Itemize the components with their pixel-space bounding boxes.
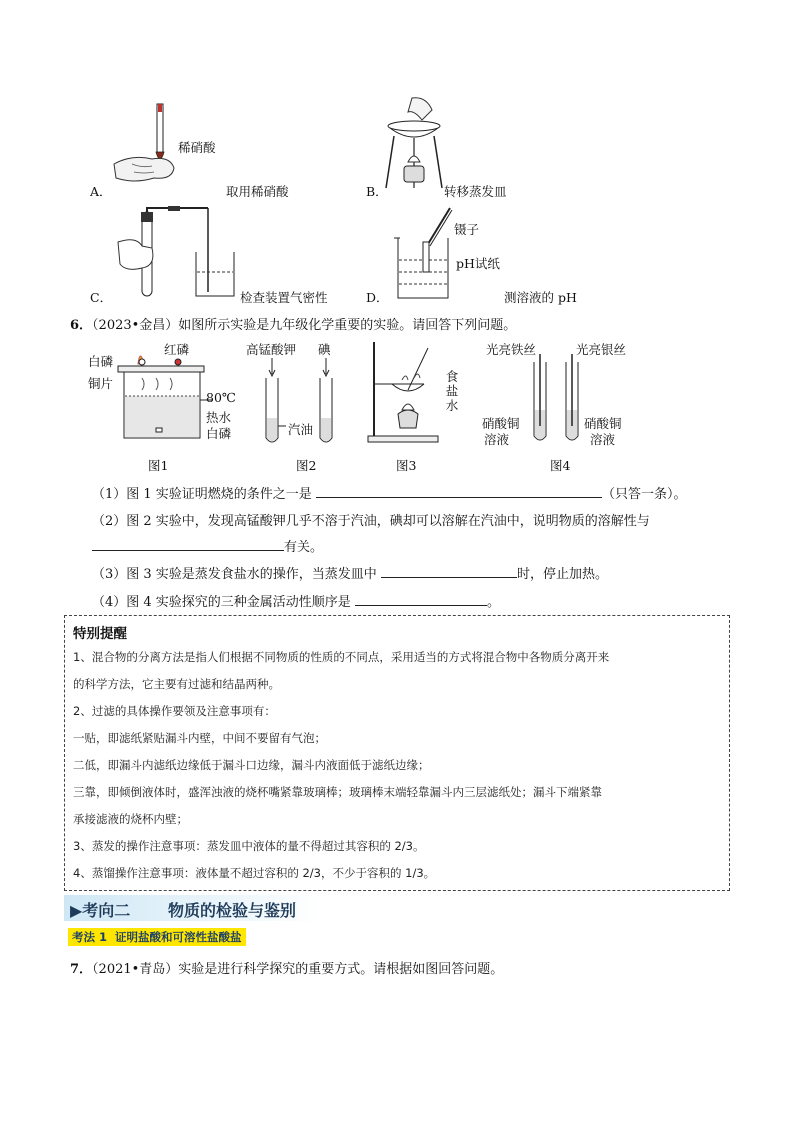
dilute-nitric-acid-label: 稀硝酸	[178, 140, 216, 155]
figure-1-copper-label: 铜片	[88, 376, 114, 391]
section-header	[64, 895, 320, 921]
option-a-letter: A．	[90, 184, 112, 199]
figure-4-solution-left-1: 硝酸铜	[482, 416, 520, 431]
figure-3-salt-water-label: 食盐水	[444, 370, 459, 414]
figure-2-caption: 图2	[296, 458, 317, 473]
option-b-letter: B．	[366, 184, 388, 199]
figure-2-gasoline-label: 汽油	[288, 422, 314, 437]
figure-4-solution-right-1: 硝酸铜	[584, 416, 622, 431]
section-marker: ▶考向二	[70, 901, 131, 920]
special-reminder-title: 特别提醒	[73, 626, 127, 642]
answer-blank-3[interactable]	[381, 565, 517, 578]
method-title: 证明盐酸和可溶性盐酸盐	[115, 930, 242, 944]
question-6-4: （4）图 4 实验探究的三种金属活动性顺序是 。	[92, 595, 500, 610]
tip-line: 的科学方法，它主要有过滤和结晶两种。	[73, 677, 280, 691]
figure-1-hot-water-label: 热水	[206, 410, 232, 425]
tip-line: 二低，即漏斗内滤纸边缘低于漏斗口边缘，漏斗内液面低于滤纸边缘；	[73, 758, 430, 772]
figure-3-caption: 图3	[396, 458, 417, 473]
evaporating-dish-illustration	[382, 96, 446, 192]
question-6-1: （1）图 1 实验证明燃烧的条件之一是 （只答一条）。	[92, 487, 687, 502]
figure-4-caption: 图4	[550, 458, 571, 473]
tweezers-label: 镊子	[454, 222, 480, 237]
figure-1-temperature-label: 80℃	[206, 390, 236, 405]
figure-2-kmno4-label: 高锰酸钾	[246, 342, 297, 357]
option-d-letter: D．	[366, 290, 389, 305]
question-7-stem: 7．（2021•青岛）实验是进行科学探究的重要方式。请根据如图回答问题。	[70, 962, 504, 977]
figure-4-metal-activity	[530, 354, 590, 448]
question-6-2-cont: 有关。	[92, 536, 323, 555]
ph-paper-label: pH试纸	[456, 256, 500, 271]
tip-line: 承接滤液的烧杯内壁；	[73, 812, 188, 826]
figure-1-white-phosphorus-bottom-label: 白磷	[206, 426, 232, 441]
figure-4-iron-wire-label: 光亮铁丝	[486, 342, 537, 357]
question-6-stem: 6．（2023•金昌）如图所示实验是九年级化学重要的实验。请回答下列问题。	[70, 318, 517, 333]
answer-blank-1[interactable]	[316, 485, 602, 498]
tip-line: 一贴，即滤纸紧贴漏斗内壁，中间不要留有气泡；	[73, 731, 326, 745]
figure-4-silver-wire-label: 光亮银丝	[576, 342, 627, 357]
question-6-3: （3）图 3 实验是蒸发食盐水的操作，当蒸发皿中 时，停止加热。	[92, 567, 608, 582]
tip-line: 4、蒸馏操作注意事项：液体量不超过容积的 2/3，不少于容积的 1/3。	[73, 866, 436, 880]
method-label: 考法 1	[72, 930, 108, 944]
answer-blank-2[interactable]	[92, 538, 284, 551]
tip-line: 3、蒸发的操作注意事项：蒸发皿中液体的量不得超过其容积的 2/3。	[73, 839, 425, 853]
option-b-caption: 转移蒸发皿	[444, 184, 507, 199]
tip-line: 2、过滤的具体操作要领及注意事项有：	[73, 704, 276, 718]
answer-blank-4[interactable]	[355, 593, 487, 606]
option-c-letter: C．	[90, 290, 113, 305]
tip-line: 1、混合物的分离方法是指人们根据不同物质的性质的不同点，采用适当的方式将混合物中各物质分离开来	[73, 650, 610, 664]
question-6-2: （2）图 2 实验中，发现高锰酸钾几乎不溶于汽油，碘却可以溶解在汽油中，说明物质的溶解性与	[92, 514, 650, 529]
option-a-caption: 取用稀硝酸	[226, 184, 289, 199]
special-reminder-box	[64, 615, 730, 891]
section-title: 物质的检验与鉴别	[168, 901, 297, 920]
ph-test-illustration	[392, 204, 452, 300]
figure-4-solution-left-2: 溶液	[484, 432, 510, 447]
airtightness-check-illustration	[112, 206, 242, 298]
figure-4-solution-right-2: 溶液	[590, 432, 616, 447]
tip-line: 三靠，即倾倒液体时，盛浑浊液的烧杯嘴紧靠玻璃棒；玻璃棒末端轻靠漏斗内三层滤纸处；漏斗下端紧靠	[73, 785, 602, 799]
figure-3-evaporation	[368, 340, 444, 444]
figure-1-caption: 图1	[148, 458, 169, 473]
method-highlight	[68, 928, 246, 946]
figure-1-white-phosphorus-label: 白磷	[88, 354, 114, 369]
figure-1-red-phosphorus-label: 红磷	[164, 342, 190, 357]
figure-2-iodine-label: 碘	[318, 342, 331, 357]
option-d-caption: 测溶液的 pH	[504, 290, 577, 305]
option-c-caption: 检查装置气密性	[240, 290, 328, 305]
